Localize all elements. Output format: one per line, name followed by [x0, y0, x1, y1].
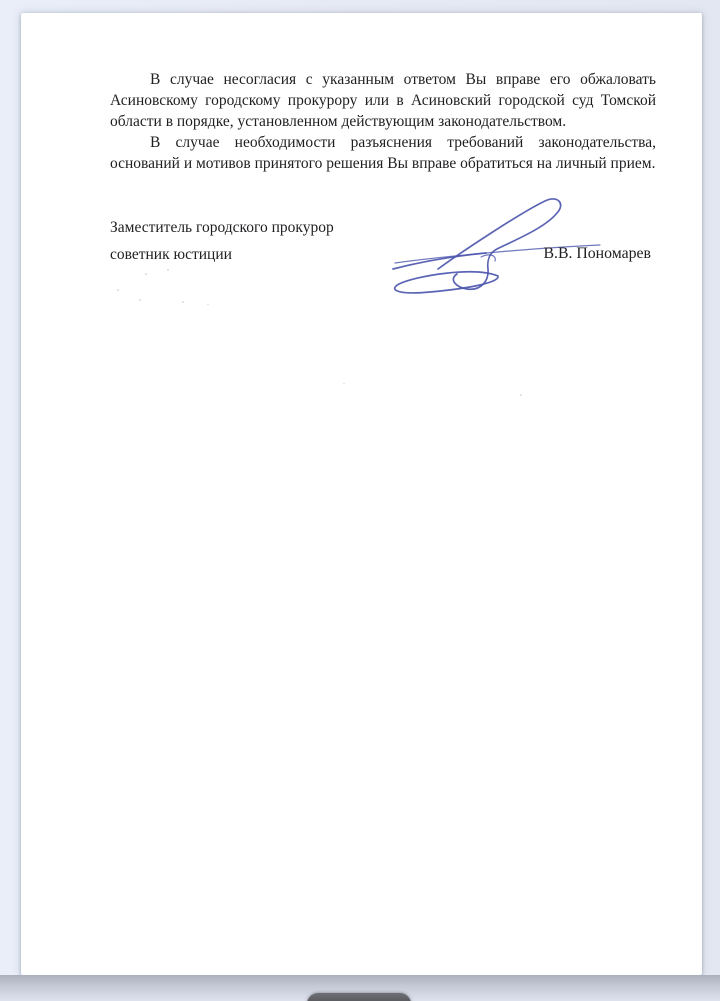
- scan-speck: [139, 299, 141, 301]
- paragraph-personal-reception: В случае необходимости разъяснения требований законодательства, оснований и мотивов принятого решения Вы вправе обратиться на личный прием.: [110, 134, 656, 172]
- scan-speck: [182, 301, 184, 303]
- scan-speck: [167, 269, 169, 271]
- scan-speck: [520, 394, 522, 396]
- viewer-toolbar-handle[interactable]: [307, 993, 411, 1001]
- signer-name: В.В. Пономарев: [543, 245, 651, 262]
- signature-autograph-icon: [385, 191, 607, 297]
- signoff-title-line1: Заместитель городского прокурор: [110, 219, 334, 236]
- letter-body: [110, 69, 656, 174]
- paragraph-appeal-rights: В случае несогласия с указанным ответом Вы вправе его обжаловать Асиновскому городскому прокурору или в Асиновский городской суд Томской области в порядке, установленном действующим законодательством.: [110, 71, 656, 130]
- scan-speck: [343, 383, 345, 384]
- signoff-title-line2: советник юстиции: [110, 246, 232, 263]
- document-page: [21, 13, 702, 975]
- scan-speck: [117, 289, 119, 291]
- scan-speck: [207, 304, 209, 305]
- scan-speck: [145, 273, 147, 275]
